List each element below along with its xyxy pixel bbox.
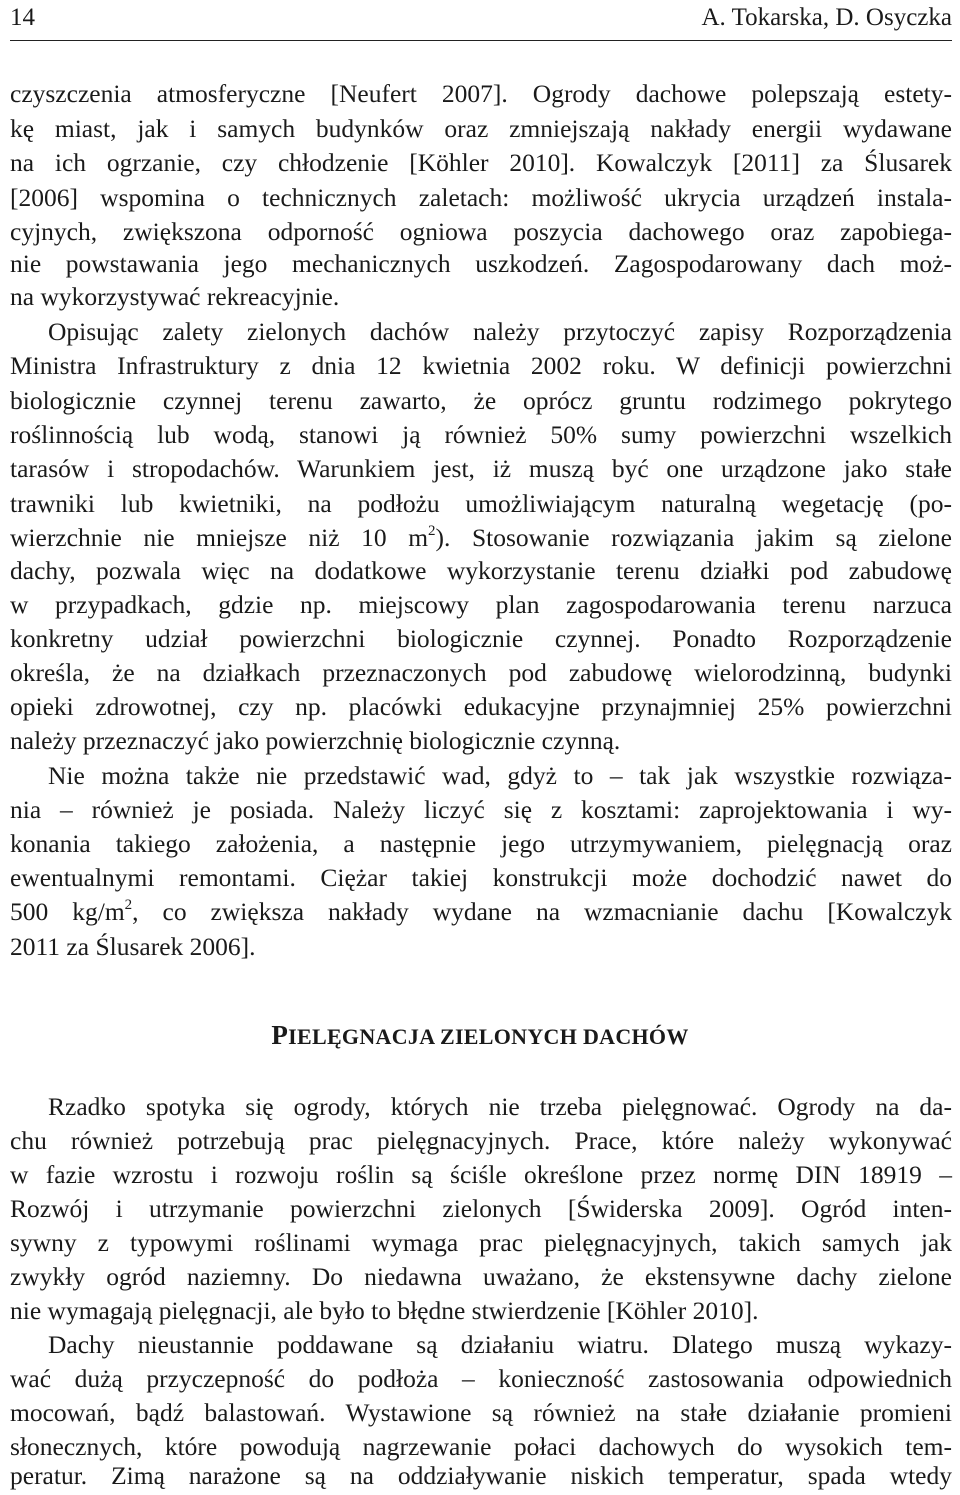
text-line: cyjnych, zwiększona odporność ogniowa poszycia dachowego oraz zapobiega- [10, 217, 952, 246]
text-line: kę miast, jak i samych budynków oraz zmniejszają nakłady energii wydawane [10, 114, 952, 143]
text-fragment: , co zwiększa nakłady wydane na wzmacnianie dachu [Kowalczyk [132, 897, 952, 926]
text-line: określa, że na działkach przeznaczonych pod zabudowę wielorodzinną, budynki [10, 658, 952, 687]
text-line: konania takiego założenia, a następnie jego utrzymywaniem, pielęgnacją oraz [10, 829, 952, 858]
text-line: 2011 za Ślusarek 2006]. [10, 932, 256, 961]
text-line: tarasów i stropodachów. Warunkiem jest, iż muszą być one urządzone jako stałe [10, 454, 952, 483]
text-line: zwykły ogród naziemny. Do niedawna uważano, że ekstensywne dachy zielone [10, 1262, 952, 1291]
text-line: sywny z typowymi roślinami wymaga prac pielęgnacyjnych, takich samych jak [10, 1228, 952, 1257]
text-line: słonecznych, które powodują nagrzewanie połaci dachowych do wysokich tem- [10, 1432, 952, 1461]
text-fragment: ). Stosowanie rozwiązania jakim są zielone [435, 523, 952, 552]
text-line: należy przeznaczyć jako powierzchnię biologicznie czynną. [10, 726, 621, 755]
text-line: Nie można także nie przedstawić wad, gdyż to – tak jak wszystkie rozwiąza- [48, 761, 952, 790]
text-line: mocowań, bądź balastowań. Wystawione są również na stałe działanie promieni [10, 1398, 952, 1427]
text-line: wać dużą przyczepność do podłoża – konieczność zastosowania odpowiednich [10, 1364, 952, 1393]
superscript: 2 [428, 522, 436, 539]
text-line [10, 894, 952, 930]
text-line: na ich ogrzanie, czy chłodzenie [Köhler 2010]. Kowalczyk [2011] za Ślusarek [10, 148, 952, 177]
text-line: dachy, pozwala więc na dodatkowe wykorzystanie terenu działki pod zabudowę [10, 556, 952, 585]
text-line: biologicznie czynnej terenu zawarto, że oprócz gruntu rodzimego pokrytego [10, 386, 952, 415]
text-fragment: wierzchnie nie mniejsze niż 10 m [10, 523, 429, 552]
text-line: trawniki lub kwietniki, na podłożu umożliwiającym naturalną wegetację (po- [10, 489, 952, 518]
page-number: 14 [10, 4, 35, 31]
text-line: roślinnością lub wodą, stanowi ją również 50% sumy powierzchni wszelkich [10, 420, 952, 449]
text-line: ewentualnymi remontami. Ciężar takiej konstrukcji może dochodzić nawet do [10, 863, 952, 892]
text-line: chu również potrzebują prac pielęgnacyjnych. Prace, które należy wykonywać [10, 1126, 952, 1155]
text-line: w przypadkach, gdzie np. miejscowy plan zagospodarowania terenu narzuca [10, 590, 952, 619]
text-line: nia – również je posiada. Należy liczyć się z kosztami: zaprojektowania i wy- [10, 795, 952, 824]
superscript: 2 [124, 896, 133, 913]
text-line: [2006] wspomina o technicznych zaletach: możliwość ukrycia urządzeń instala- [10, 183, 952, 212]
page-header [10, 0, 952, 41]
text-line: w fazie wzrostu i rozwoju roślin są ściśle określone przez normę DIN 18919 – [10, 1160, 952, 1189]
text-line: Rozwój i utrzymanie powierzchni zielonych [Świderska 2009]. Ogród inten- [10, 1194, 952, 1223]
text-line: peratur. Zimą narażone są na oddziaływanie niskich temperatur, spada wtedy [10, 1461, 952, 1490]
text-line: Opisując zalety zielonych dachów należy przytoczyć zapisy Rozporządzenia [48, 317, 952, 346]
text-line: Dachy nieustannie poddawane są działaniu wiatru. Dlatego muszą wykazy- [48, 1330, 952, 1359]
text-line: czyszczenia atmosferyczne [Neufert 2007]. Ogrody dachowe polepszają estety- [10, 79, 952, 108]
text-line: konkretny udział powierzchni biologicznie czynnej. Ponadto Rozporządzenie [10, 624, 952, 653]
text-line: opieki zdrowotnej, czy np. placówki edukacyjne przynajmniej 25% powierzchni [10, 692, 952, 721]
text-line: Ministra Infrastruktury z dnia 12 kwietnia 2002 roku. W definicji powierzchni [10, 351, 952, 380]
heading-initial: P [271, 1020, 289, 1050]
text-line: nie wymagają pielęgnacji, ale było to błędne stwierdzenie [Köhler 2010]. [10, 1296, 759, 1325]
running-head: A. Tokarska, D. Osyczka [701, 4, 952, 31]
text-fragment: 500 kg/m [10, 897, 125, 926]
text-line: na wykorzystywać rekreacyjnie. [10, 282, 340, 311]
heading-text: IELĘGNACJA ZIELONYCH DACHÓW [288, 1024, 689, 1049]
section-heading [0, 1020, 960, 1051]
text-line: Rzadko spotyka się ogrody, których nie trzeba pielęgnować. Ogrody na da- [48, 1092, 952, 1121]
text-line [10, 520, 952, 556]
text-line: nie powstawania jego mechanicznych uszkodzeń. Zagospodarowany dach moż- [10, 249, 952, 278]
